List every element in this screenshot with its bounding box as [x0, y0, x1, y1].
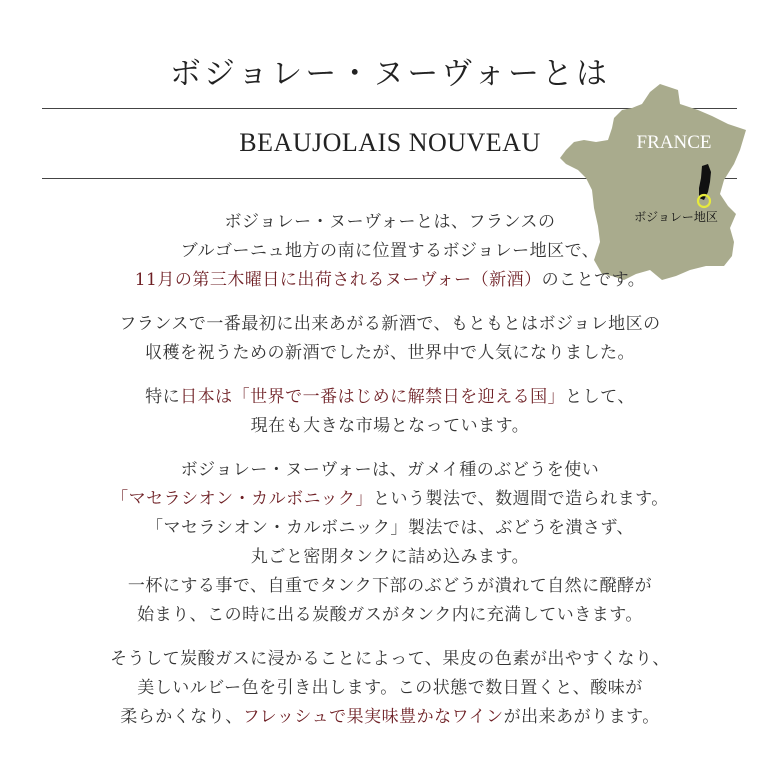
body-text-segment: 美しいルビー色を引き出します。この状態で数日置くと、酸味が	[137, 678, 643, 698]
text-line	[0, 339, 780, 368]
body-text-segment: 現在も大きな市場となっています。	[250, 416, 530, 436]
body-text-segment: のことです。	[541, 270, 646, 290]
map-region-label: ボジョレー地区	[634, 210, 718, 224]
body-text-segment: そうして炭酸ガスに浸かることによって、果皮の色素が出やすくなり、	[110, 649, 670, 669]
highlight-text: 「マセラシオン・カルボニック」	[111, 489, 373, 509]
text-line	[0, 412, 780, 441]
text-line	[0, 208, 780, 237]
paragraph	[0, 208, 780, 295]
body-text	[0, 208, 780, 747]
highlight-text: フレッシュで果実味豊かなワイン	[242, 707, 504, 727]
body-text-segment: が出来あがります。	[503, 707, 660, 727]
text-line	[0, 310, 780, 339]
body-text-segment: ブルゴーニュ地方の南に位置するボジョレー地区で、	[180, 241, 600, 261]
map-country-label: FRANCE	[636, 132, 712, 153]
text-line	[0, 703, 780, 732]
text-line	[0, 674, 780, 703]
body-text-segment: 丸ごと密閉タンクに詰め込みます。	[250, 547, 530, 567]
body-text-segment: 特に	[145, 387, 181, 407]
text-line	[0, 456, 780, 485]
body-text-segment: 始まり、この時に出る炭酸ガスがタンク内に充満していきます。	[137, 605, 643, 625]
body-text-segment: 一杯にする事で、自重でタンク下部のぶどうが潰れて自然に醗酵が	[127, 576, 653, 596]
text-line	[0, 383, 780, 412]
body-text-segment: 柔らかくなり、	[120, 707, 243, 727]
text-line	[0, 485, 780, 514]
text-line	[0, 645, 780, 674]
text-line	[0, 572, 780, 601]
paragraph	[0, 383, 780, 441]
paragraph	[0, 310, 780, 368]
text-line	[0, 543, 780, 572]
page-subtitle: BEAUJOLAIS NOUVEAU	[239, 128, 541, 157]
body-text-segment: フランスで一番最初に出来あがる新酒で、もともとはボジョレ地区の	[119, 314, 661, 334]
text-line	[0, 237, 780, 266]
paragraph	[0, 645, 780, 732]
body-text-segment: という製法で、数週間で造られます。	[373, 489, 669, 509]
text-line	[0, 266, 780, 295]
body-text-segment: 収穫を祝うための新酒でしたが、世界中で人気になりました。	[145, 343, 635, 363]
text-line	[0, 601, 780, 630]
paragraph	[0, 456, 780, 630]
body-text-segment: として、	[565, 387, 635, 407]
page-title: ボジョレー・ヌーヴォーとは	[169, 56, 611, 92]
text-line	[0, 514, 780, 543]
highlight-text: 日本は「世界で一番はじめに解禁日を迎える国」	[180, 387, 566, 407]
highlight-text: 11月の第三木曜日に出荷されるヌーヴォー（新酒）	[134, 270, 542, 290]
body-text-segment: ボジョレー・ヌーヴォーとは、フランスの	[224, 212, 556, 232]
body-text-segment: ボジョレー・ヌーヴォーは、ガメイ種のぶどうを使い	[180, 460, 600, 480]
body-text-segment: 「マセラシオン・カルボニック」製法では、ぶどうを潰さず、	[146, 518, 634, 538]
